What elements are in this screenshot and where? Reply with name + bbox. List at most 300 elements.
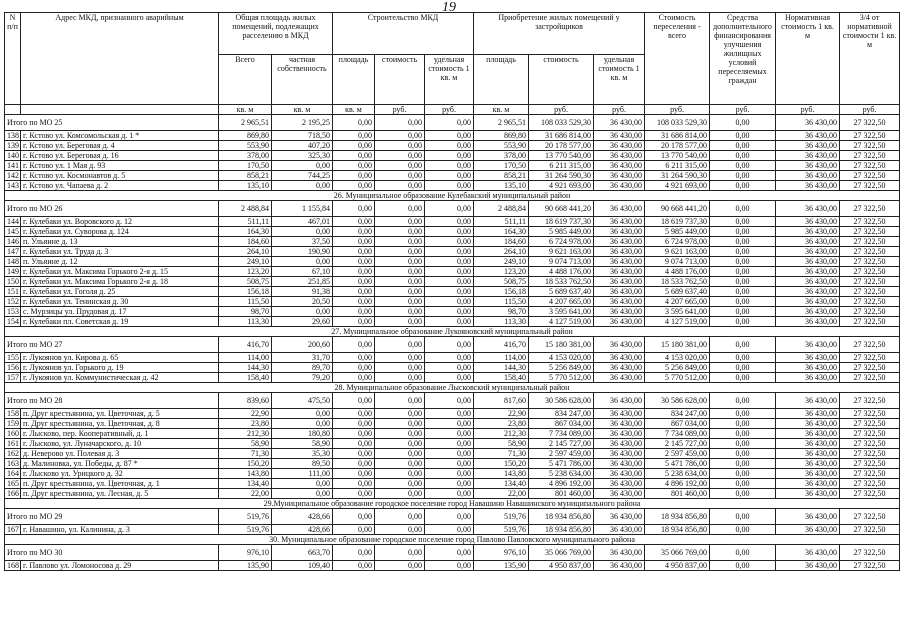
subtotal-label: Итого по МО 29	[5, 509, 219, 525]
value-cell: 519,76	[219, 525, 272, 535]
value-cell: 834 247,00	[645, 409, 710, 419]
table-header	[5, 13, 900, 115]
value-cell: 36 430,00	[594, 237, 645, 247]
value-cell: 27 322,50	[840, 287, 900, 297]
unit-label: кв. м	[474, 105, 529, 115]
row-address: г. Кулебаки ул. Суворова д. 124	[21, 227, 219, 237]
row-address: г. Лысково ул. Урицкого д. 32	[21, 469, 219, 479]
row-number: 164	[5, 469, 21, 479]
row-number: 140	[5, 151, 21, 161]
col-total-area-private-header: частная собственность	[272, 55, 333, 105]
value-cell: 164,30	[219, 227, 272, 237]
value-cell: 27 322,50	[840, 409, 900, 419]
value-cell: 36 430,00	[776, 419, 840, 429]
table-row	[5, 317, 900, 327]
value-cell: 27 322,50	[840, 363, 900, 373]
value-cell: 36 430,00	[594, 297, 645, 307]
value-cell: 0,00	[425, 217, 474, 227]
value-cell: 35 066 769,00	[645, 545, 710, 561]
value-cell: 27 322,50	[840, 267, 900, 277]
value-cell: 2 488,84	[219, 201, 272, 217]
row-address: г. Лысково, пер. Кооперативный, д. 1	[21, 429, 219, 439]
value-cell: 36 430,00	[776, 307, 840, 317]
value-cell: 249,10	[474, 257, 529, 267]
value-cell: 0,00	[710, 277, 776, 287]
value-cell: 36 430,00	[776, 227, 840, 237]
value-cell: 0,00	[710, 373, 776, 383]
value-cell: 36 430,00	[776, 247, 840, 257]
value-cell: 0,00	[333, 257, 375, 267]
value-cell: 27 322,50	[840, 509, 900, 525]
value-cell: 5 985 449,00	[529, 227, 594, 237]
value-cell: 5 471 786,00	[645, 459, 710, 469]
value-cell: 31 264 590,30	[529, 171, 594, 181]
value-cell: 3 595 641,00	[645, 307, 710, 317]
value-cell: 0,00	[425, 277, 474, 287]
value-cell: 212,30	[474, 429, 529, 439]
table-row	[5, 151, 900, 161]
value-cell: 0,00	[333, 363, 375, 373]
value-cell: 0,00	[710, 217, 776, 227]
value-cell: 0,00	[333, 419, 375, 429]
section-title: 29.Муниципальное образование городское поселение город Навашино Навашинского муниципального района	[5, 499, 900, 509]
value-cell: 36 430,00	[594, 277, 645, 287]
value-cell: 0,00	[333, 131, 375, 141]
section-row	[5, 535, 900, 545]
row-number: 149	[5, 267, 21, 277]
section-row	[5, 191, 900, 201]
row-number: 167	[5, 525, 21, 535]
value-cell: 264,10	[474, 247, 529, 257]
value-cell: 0,00	[710, 257, 776, 267]
value-cell: 416,70	[219, 337, 272, 353]
value-cell: 71,30	[219, 449, 272, 459]
value-cell: 0,00	[710, 181, 776, 191]
value-cell: 36 430,00	[594, 151, 645, 161]
row-address: г. Лукоянов ул. Коммунистическая д. 42	[21, 373, 219, 383]
value-cell: 4 488 176,00	[645, 267, 710, 277]
value-cell: 2 145 727,00	[529, 439, 594, 449]
value-cell: 0,00	[425, 237, 474, 247]
value-cell: 36 430,00	[594, 459, 645, 469]
value-cell: 0,00	[425, 151, 474, 161]
value-cell: 27 322,50	[840, 201, 900, 217]
value-cell: 36 430,00	[594, 141, 645, 151]
value-cell: 663,70	[272, 545, 333, 561]
row-address: п. Друг крестьянина, ул. Цветочная, д. 8	[21, 419, 219, 429]
value-cell: 0,00	[425, 525, 474, 535]
col-extra-funds-header: Средства дополнительного финансирования улучшения жилищных условий переселяемых граждан	[710, 13, 776, 105]
table-row	[5, 171, 900, 181]
value-cell: 2 145 727,00	[645, 439, 710, 449]
value-cell: 20 178 577,00	[529, 141, 594, 151]
value-cell: 156,18	[474, 287, 529, 297]
table-row	[5, 561, 900, 571]
value-cell: 5 238 634,00	[529, 469, 594, 479]
value-cell: 200,60	[272, 337, 333, 353]
value-cell: 0,00	[375, 419, 425, 429]
unit-label: кв. м	[219, 105, 272, 115]
value-cell: 2 195,25	[272, 115, 333, 131]
unit-label: кв. м	[333, 105, 375, 115]
value-cell: 36 430,00	[776, 141, 840, 151]
col-n-header: N п/п	[5, 13, 21, 105]
unit-label: руб.	[840, 105, 900, 115]
value-cell: 27 322,50	[840, 171, 900, 181]
value-cell: 36 430,00	[776, 171, 840, 181]
row-number: 168	[5, 561, 21, 571]
row-address: г. Кулебаки пл. Советская д. 19	[21, 317, 219, 327]
value-cell: 0,00	[425, 287, 474, 297]
value-cell: 976,10	[474, 545, 529, 561]
value-cell: 27 322,50	[840, 277, 900, 287]
value-cell: 58,90	[272, 439, 333, 449]
value-cell: 27 322,50	[840, 131, 900, 141]
section-row	[5, 499, 900, 509]
value-cell: 158,40	[474, 373, 529, 383]
value-cell: 0,00	[272, 257, 333, 267]
subtotal-row	[5, 545, 900, 561]
row-address: г. Навашино, ул. Калинина, д. 3	[21, 525, 219, 535]
unit-label: руб.	[375, 105, 425, 115]
value-cell: 31 264 590,30	[645, 171, 710, 181]
value-cell: 5 770 512,00	[645, 373, 710, 383]
value-cell: 0,00	[375, 525, 425, 535]
value-cell: 31,70	[272, 353, 333, 363]
value-cell: 0,00	[272, 489, 333, 499]
value-cell: 2 965,51	[474, 115, 529, 131]
value-cell: 135,10	[219, 181, 272, 191]
value-cell: 0,00	[375, 171, 425, 181]
value-cell: 553,90	[474, 141, 529, 151]
value-cell: 27 322,50	[840, 525, 900, 535]
value-cell: 0,00	[375, 181, 425, 191]
table-row	[5, 353, 900, 363]
row-number: 165	[5, 479, 21, 489]
row-address: д. Неверово ул. Полевая д. 3	[21, 449, 219, 459]
value-cell: 58,90	[474, 439, 529, 449]
value-cell: 123,20	[219, 267, 272, 277]
table-row	[5, 363, 900, 373]
col-constr-unit-header: удельная стоимость 1 кв. м	[425, 55, 474, 105]
value-cell: 27 322,50	[840, 561, 900, 571]
row-address: г. Кстово ул. Береговая д. 4	[21, 141, 219, 151]
value-cell: 0,00	[375, 267, 425, 277]
value-cell: 378,00	[219, 151, 272, 161]
value-cell: 27 322,50	[840, 161, 900, 171]
value-cell: 553,90	[219, 141, 272, 151]
value-cell: 4 896 192,00	[529, 479, 594, 489]
value-cell: 0,00	[375, 489, 425, 499]
unit-label: руб.	[594, 105, 645, 115]
value-cell: 134,40	[474, 479, 529, 489]
value-cell: 36 430,00	[594, 393, 645, 409]
value-cell: 0,00	[375, 297, 425, 307]
value-cell: 0,00	[333, 115, 375, 131]
row-number: 145	[5, 227, 21, 237]
value-cell: 58,90	[219, 439, 272, 449]
value-cell: 36 430,00	[594, 257, 645, 267]
row-address: п. Друг крестьянина, ул. Цветочная, д. 1	[21, 479, 219, 489]
table-row	[5, 459, 900, 469]
value-cell: 0,00	[333, 151, 375, 161]
subtotal-label: Итого по МО 28	[5, 393, 219, 409]
value-cell: 36 430,00	[776, 429, 840, 439]
value-cell: 7 734 089,00	[645, 429, 710, 439]
value-cell: 0,00	[375, 545, 425, 561]
value-cell: 0,00	[375, 287, 425, 297]
value-cell: 378,00	[474, 151, 529, 161]
value-cell: 428,66	[272, 525, 333, 535]
value-cell: 108 033 529,30	[645, 115, 710, 131]
value-cell: 0,00	[375, 561, 425, 571]
table-row	[5, 141, 900, 151]
value-cell: 113,30	[474, 317, 529, 327]
subtotal-label: Итого по МО 30	[5, 545, 219, 561]
value-cell: 27 322,50	[840, 247, 900, 257]
value-cell: 0,00	[375, 115, 425, 131]
table-row	[5, 217, 900, 227]
value-cell: 0,00	[375, 317, 425, 327]
col-norm-34-header: 3/4 от нормативной стоимости 1 кв. м	[840, 13, 900, 105]
table-row	[5, 439, 900, 449]
value-cell: 0,00	[710, 151, 776, 161]
value-cell: 407,20	[272, 141, 333, 151]
value-cell: 475,50	[272, 393, 333, 409]
table-row	[5, 489, 900, 499]
table-row	[5, 237, 900, 247]
value-cell: 867 034,00	[645, 419, 710, 429]
unit-label: руб.	[645, 105, 710, 115]
value-cell: 0,00	[333, 353, 375, 363]
value-cell: 744,25	[272, 171, 333, 181]
value-cell: 0,00	[333, 449, 375, 459]
row-number: 154	[5, 317, 21, 327]
value-cell: 212,30	[219, 429, 272, 439]
value-cell: 9 621 163,00	[645, 247, 710, 257]
row-number: 159	[5, 419, 21, 429]
value-cell: 5 985 449,00	[645, 227, 710, 237]
col-total-area-header: Общая площадь жилых помещений, подлежащих расселению в МКД	[219, 13, 333, 55]
row-address: п. Друг крестьянина, ул. Цветочная, д. 5	[21, 409, 219, 419]
value-cell: 0,00	[375, 459, 425, 469]
value-cell: 158,40	[219, 373, 272, 383]
value-cell: 36 430,00	[594, 247, 645, 257]
value-cell: 18 934 856,80	[529, 509, 594, 525]
value-cell: 36 430,00	[594, 181, 645, 191]
value-cell: 20,50	[272, 297, 333, 307]
col-norm-cost-header: Нормативная стоимость 1 кв. м	[776, 13, 840, 105]
value-cell: 519,76	[474, 509, 529, 525]
value-cell: 4 896 192,00	[645, 479, 710, 489]
value-cell: 37,50	[272, 237, 333, 247]
unit-label: руб.	[529, 105, 594, 115]
value-cell: 519,76	[474, 525, 529, 535]
value-cell: 4 207 665,00	[645, 297, 710, 307]
value-cell: 976,10	[219, 545, 272, 561]
col-purch-unit-header: удельная стоимость 1 кв. м	[594, 55, 645, 105]
value-cell: 36 430,00	[594, 509, 645, 525]
row-number: 146	[5, 237, 21, 247]
value-cell: 27 322,50	[840, 449, 900, 459]
page-number: 19	[442, 0, 456, 15]
value-cell: 4 950 837,00	[529, 561, 594, 571]
value-cell: 27 322,50	[840, 257, 900, 267]
value-cell: 0,00	[710, 439, 776, 449]
value-cell: 6 211 315,00	[529, 161, 594, 171]
value-cell: 36 430,00	[594, 449, 645, 459]
value-cell: 36 430,00	[776, 561, 840, 571]
value-cell: 4 127 519,00	[645, 317, 710, 327]
value-cell: 36 430,00	[594, 439, 645, 449]
value-cell: 36 430,00	[594, 201, 645, 217]
row-address: п. Ульяине д. 12	[21, 257, 219, 267]
value-cell: 0,00	[425, 337, 474, 353]
value-cell: 2 597 459,00	[529, 449, 594, 459]
value-cell: 18 934 856,80	[645, 525, 710, 535]
value-cell: 0,00	[710, 161, 776, 171]
row-address: г. Кулебаки ул. Труда д. 3	[21, 247, 219, 257]
value-cell: 36 430,00	[594, 227, 645, 237]
value-cell: 0,00	[333, 459, 375, 469]
value-cell: 114,00	[474, 353, 529, 363]
value-cell: 36 430,00	[776, 363, 840, 373]
value-cell: 5 238 634,00	[645, 469, 710, 479]
value-cell: 0,00	[333, 267, 375, 277]
value-cell: 36 430,00	[594, 545, 645, 561]
row-number: 156	[5, 363, 21, 373]
value-cell: 0,00	[272, 307, 333, 317]
value-cell: 0,00	[333, 201, 375, 217]
value-cell: 36 430,00	[594, 353, 645, 363]
value-cell: 0,00	[710, 459, 776, 469]
value-cell: 27 322,50	[840, 419, 900, 429]
value-cell: 869,80	[219, 131, 272, 141]
value-cell: 0,00	[425, 429, 474, 439]
value-cell: 36 430,00	[776, 317, 840, 327]
value-cell: 0,00	[375, 257, 425, 267]
value-cell: 164,30	[474, 227, 529, 237]
value-cell: 36 430,00	[776, 115, 840, 131]
row-number: 158	[5, 409, 21, 419]
value-cell: 251,85	[272, 277, 333, 287]
value-cell: 0,00	[375, 227, 425, 237]
value-cell: 36 430,00	[594, 373, 645, 383]
value-cell: 36 430,00	[776, 131, 840, 141]
value-cell: 0,00	[710, 115, 776, 131]
value-cell: 31 686 814,00	[529, 131, 594, 141]
value-cell: 6 211 315,00	[645, 161, 710, 171]
value-cell: 428,66	[272, 509, 333, 525]
value-cell: 0,00	[425, 373, 474, 383]
table-row	[5, 479, 900, 489]
value-cell: 249,10	[219, 257, 272, 267]
row-number: 148	[5, 257, 21, 267]
value-cell: 108 033 529,30	[529, 115, 594, 131]
section-title: 26. Муниципальное образование Кулебакский муниципальный район	[5, 191, 900, 201]
value-cell: 36 430,00	[776, 337, 840, 353]
value-cell: 0,00	[425, 409, 474, 419]
value-cell: 0,00	[710, 337, 776, 353]
subtotal-row	[5, 509, 900, 525]
value-cell: 36 430,00	[594, 469, 645, 479]
value-cell: 0,00	[710, 419, 776, 429]
value-cell: 27 322,50	[840, 307, 900, 317]
value-cell: 184,60	[474, 237, 529, 247]
value-cell: 264,10	[219, 247, 272, 257]
value-cell: 4 153 020,00	[529, 353, 594, 363]
value-cell: 36 430,00	[776, 267, 840, 277]
value-cell: 0,00	[375, 509, 425, 525]
table-row	[5, 131, 900, 141]
value-cell: 0,00	[333, 227, 375, 237]
value-cell: 0,00	[375, 201, 425, 217]
value-cell: 18 619 737,30	[645, 217, 710, 227]
value-cell: 416,70	[474, 337, 529, 353]
value-cell: 0,00	[425, 131, 474, 141]
value-cell: 0,00	[375, 373, 425, 383]
value-cell: 36 430,00	[594, 419, 645, 429]
row-number: 144	[5, 217, 21, 227]
units-cell	[21, 105, 219, 115]
value-cell: 0,00	[333, 469, 375, 479]
value-cell: 170,50	[219, 161, 272, 171]
value-cell: 27 322,50	[840, 459, 900, 469]
value-cell: 0,00	[425, 489, 474, 499]
value-cell: 90 668 441,20	[529, 201, 594, 217]
value-cell: 36 430,00	[594, 171, 645, 181]
value-cell: 36 430,00	[594, 115, 645, 131]
value-cell: 18 533 762,50	[645, 277, 710, 287]
value-cell: 0,00	[710, 201, 776, 217]
value-cell: 0,00	[333, 409, 375, 419]
value-cell: 190,90	[272, 247, 333, 257]
value-cell: 9 074 713,00	[645, 257, 710, 267]
value-cell: 801 460,00	[529, 489, 594, 499]
value-cell: 2 965,51	[219, 115, 272, 131]
value-cell: 0,00	[333, 337, 375, 353]
value-cell: 4 921 693,00	[645, 181, 710, 191]
value-cell: 36 430,00	[776, 217, 840, 227]
row-number: 143	[5, 181, 21, 191]
value-cell: 839,60	[219, 393, 272, 409]
row-address: д. Малиновка, ул. Победы, д. 87 *	[21, 459, 219, 469]
value-cell: 0,00	[425, 459, 474, 469]
value-cell: 5 256 849,00	[645, 363, 710, 373]
value-cell: 0,00	[333, 141, 375, 151]
value-cell: 0,00	[425, 247, 474, 257]
row-address: п. Друг крестьянина, ул. Лесная, д. 5	[21, 489, 219, 499]
value-cell: 27 322,50	[840, 217, 900, 227]
value-cell: 0,00	[333, 509, 375, 525]
value-cell: 144,30	[219, 363, 272, 373]
value-cell: 67,10	[272, 267, 333, 277]
value-cell: 36 430,00	[776, 181, 840, 191]
value-cell: 0,00	[333, 393, 375, 409]
value-cell: 36 430,00	[594, 307, 645, 317]
value-cell: 36 430,00	[776, 469, 840, 479]
value-cell: 0,00	[710, 479, 776, 489]
value-cell: 0,00	[272, 227, 333, 237]
value-cell: 0,00	[375, 353, 425, 363]
value-cell: 27 322,50	[840, 479, 900, 489]
value-cell: 89,50	[272, 459, 333, 469]
value-cell: 0,00	[425, 419, 474, 429]
table-row	[5, 161, 900, 171]
unit-label: кв. м	[272, 105, 333, 115]
value-cell: 18 934 856,80	[529, 525, 594, 535]
value-cell: 0,00	[425, 469, 474, 479]
